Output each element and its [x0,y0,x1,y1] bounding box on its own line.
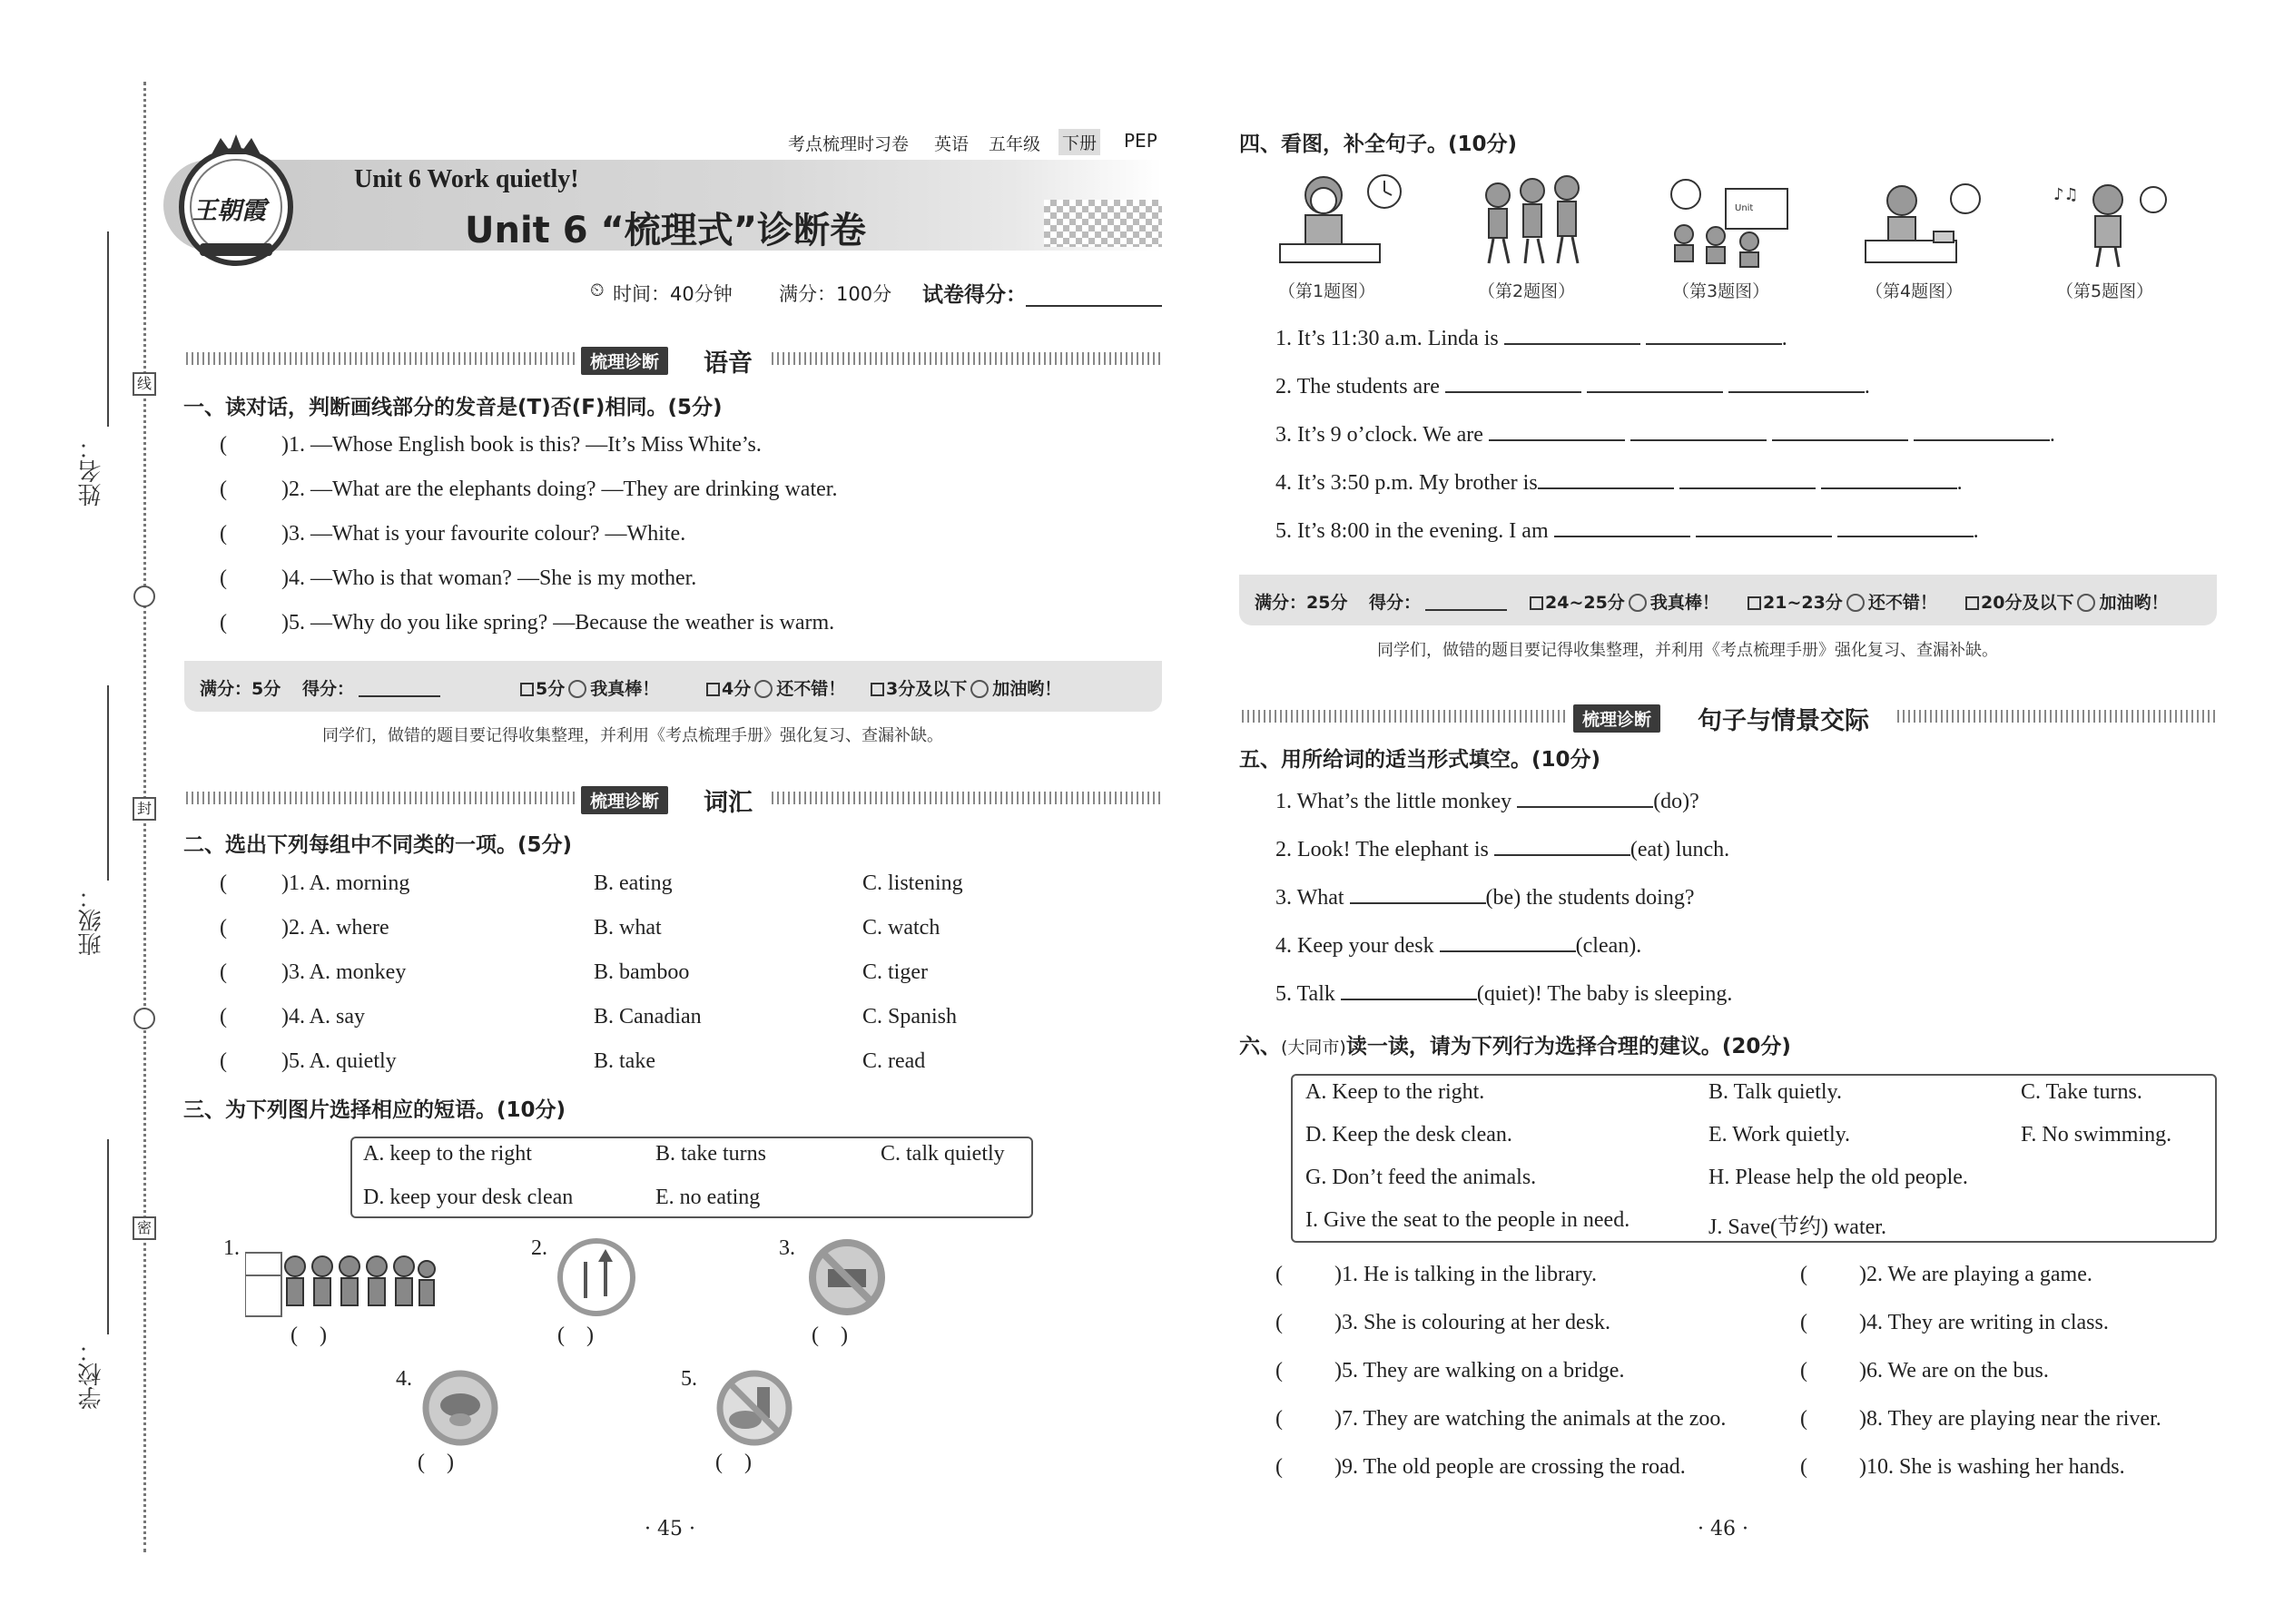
q5-blank[interactable] [1440,950,1576,952]
q2-b: B. Canadian [594,1005,702,1029]
q6-item: )1. He is talking in the library. [1334,1263,1598,1286]
q2-paren: ( [220,871,227,895]
section-divider [772,352,1162,365]
q2-b: B. bamboo [594,960,690,984]
q2-a: )2. A. where [281,916,389,940]
full-score: 满分：100分 [779,283,892,305]
q6-item: )9. The old people are crossing the road. [1334,1455,1686,1479]
q6-item: )5. They are walking on a bridge. [1334,1359,1625,1383]
q3-answer-paren[interactable]: ( ) [715,1451,752,1474]
q4-item: 1. It’s 11:30 a.m. Linda is . [1275,327,1787,350]
grade: 五年级 [989,134,1041,154]
q2-c: C. watch [862,916,940,940]
q2-c: C. Spanish [862,1005,958,1029]
q4-caption: （第5题图） [2056,281,2154,301]
q6-option: B. Talk quietly. [1708,1080,1842,1104]
q6-paren: ( [1275,1407,1283,1431]
q1-item: )4. —Who is that woman? —She is my mother. [281,566,697,590]
section-divider [1897,710,2217,723]
q1-paren: ( [220,522,227,546]
q6-paren: ( [1800,1455,1807,1479]
classroom-picture [1666,172,1793,272]
school-label: 学校： [78,1339,105,1410]
score-got-label: 得分： [302,679,355,699]
page-number-left: · 45 · [645,1518,695,1540]
svg-text:♪♫: ♪♫ [2053,185,2079,204]
q6-paren: ( [1275,1359,1283,1383]
q2-paren: ( [220,1049,227,1073]
q3-answer-paren[interactable]: ( ) [812,1324,848,1347]
q1-item: )3. —What is your favourite colour? —White. [281,522,686,546]
no-talking-sign-icon [806,1236,888,1318]
unit-subtitle: Unit 6 Work quietly! [354,165,579,193]
q5-item: 5. Talk (quiet)! The baby is sleeping. [1275,982,1733,1006]
q3-num: 1. [223,1236,240,1260]
q5-blank[interactable] [1341,999,1477,1000]
score-full: 满分：5分 [200,679,281,699]
tip-note: 同学们，做错的题目要记得收集整理，并利用《考点梳理手册》强化复习、查漏补缺。 [322,726,943,745]
q4-item: 5. It’s 8:00 in the evening. I am . [1275,519,1979,543]
q6-item: )6. We are on the bus. [1859,1359,2049,1383]
cheer-icon [2077,594,2095,612]
keep-right-sign-icon [556,1236,637,1318]
q2-title: 二、选出下列每组中不同类的一项。(5分) [183,833,573,857]
q4-item: 3. It’s 9 o’clock. We are . [1275,423,2055,447]
q2-a: )1. A. morning [281,871,410,895]
tip-note: 同学们，做错的题目要记得收集整理，并利用《考点梳理手册》强化复习、查漏补缺。 [1377,641,1998,660]
score-option-2: 4分 还不错！ [706,675,845,700]
score-option-3: 3分及以下 加油哟！ [871,675,1061,700]
q6-option: J. Save(节约) water. [1708,1216,1886,1239]
school-blank[interactable] [107,1139,109,1334]
quiet-lips-sign-icon [419,1367,501,1449]
q1-item: )5. —Why do you like spring? —Because the weather is warm. [281,611,835,635]
smile-icon [1846,594,1865,612]
clock-icon: ⏲ [590,279,605,300]
score-bar [1239,575,2217,625]
q6-item: )4. They are writing in class. [1859,1311,2109,1334]
q2-b: B. take [594,1049,655,1073]
seal-mark-line: 线 [133,372,156,396]
q3-num: 2. [531,1236,547,1260]
q5-item: 3. What (be) the students doing? [1275,886,1695,910]
class-blank[interactable] [107,685,109,881]
score-got-blank[interactable] [1425,589,1507,611]
q1-title: 一、读对话，判断画线部分的发音是(T)否(F)相同。(5分) [183,396,723,419]
score-option-2: 21~23分 还不错！ [1748,589,1937,614]
q4-item: 2. The students are . [1275,375,1870,399]
q6-option: A. Keep to the right. [1305,1080,1485,1104]
q4-item: 4. It’s 3:50 p.m. My brother is . [1275,471,1963,495]
q6-option: D. Keep the desk clean. [1305,1123,1512,1147]
q4-caption: （第3题图） [1672,281,1770,301]
q5-item: 4. Keep your desk (clean). [1275,934,1642,958]
q2-paren: ( [220,1005,227,1029]
logo-text: 王朝霞 [192,197,266,225]
q6-title: 六、(大同市)读一读，请为下列行为选择合理的建议。(20分) [1239,1035,1791,1058]
q4-caption: （第4题图） [1866,281,1964,301]
q3-num: 5. [681,1367,697,1391]
q5-item: 1. What’s the little monkey (do)? [1275,790,1699,813]
seal-mark-secret: 密 [133,1216,156,1240]
name-blank[interactable] [107,231,109,427]
q2-b: B. what [594,916,662,940]
name-label: 姓名： [78,436,105,507]
q3-title: 三、为下列图片选择相应的短语。(10分) [183,1098,566,1122]
q1-paren: ( [220,566,227,590]
q3-answer-paren[interactable]: ( ) [290,1324,327,1347]
score-option-1: 24~25分 我真棒！ [1530,589,1719,614]
q6-option: H. Please help the old people. [1708,1166,1968,1189]
q3-answer-paren[interactable]: ( ) [557,1324,594,1347]
seal-circle-icon [133,1008,155,1029]
score-label: 试卷得分： [922,283,1027,307]
q6-paren: ( [1800,1311,1807,1334]
time-limit: 时间：40分钟 [613,283,733,305]
q6-paren: ( [1275,1263,1283,1286]
q1-item: )1. —Whose English book is this? —It’s Miss White’s. [281,433,762,457]
score-bar [184,661,1162,712]
section-title-sentences: 句子与情景交际 [1698,707,1869,735]
smile-icon [754,680,773,698]
q6-paren: ( [1800,1359,1807,1383]
q6-item: )10. She is washing her hands. [1859,1455,2125,1479]
q5-blank[interactable] [1494,854,1630,856]
score-option-3: 20分及以下 加油哟！ [1965,589,2168,614]
q3-option-e: E. no eating [655,1186,761,1209]
score-got-blank[interactable] [359,675,440,697]
q6-paren: ( [1800,1407,1807,1431]
edition: PEP [1124,130,1157,152]
q4-caption: （第2题图） [1478,281,1576,301]
cheer-icon [970,680,989,698]
q6-item: )3. She is colouring at her desk. [1334,1311,1610,1334]
q1-paren: ( [220,611,227,635]
linda-drawing-picture [1271,168,1416,272]
students-dancing-picture [1471,168,1598,272]
q6-option: C. Take turns. [2021,1080,2142,1104]
q6-item: )2. We are playing a game. [1859,1263,2092,1286]
brother-reading-picture [1861,177,1984,272]
q2-c: C. tiger [862,960,928,984]
q3-option-d: D. keep your desk clean [363,1186,574,1209]
section-divider [772,792,1162,804]
queue-children-picture [245,1244,436,1325]
q2-b: B. eating [594,871,673,895]
smile-icon [1629,594,1647,612]
q2-paren: ( [220,916,227,940]
q3-num: 4. [396,1367,412,1391]
section-title-phonics: 语音 [704,349,753,378]
q6-item: )7. They are watching the animals at the zoo. [1334,1407,1727,1431]
q4-caption: （第1题图） [1278,281,1376,301]
seal-circle-icon [133,586,155,607]
q2-a: )4. A. say [281,1005,365,1029]
q6-paren: ( [1800,1263,1807,1286]
q6-option: E. Work quietly. [1708,1123,1851,1147]
girl-singing-picture [2052,172,2170,272]
q3-num: 3. [779,1236,795,1260]
section-badge: 梳理诊断 [581,786,668,814]
section-divider [1242,710,1569,723]
section-badge: 梳理诊断 [581,347,668,375]
section-title-vocab: 词汇 [704,789,753,817]
q2-c: C. listening [862,871,963,895]
score-got-label: 得分： [1369,593,1422,613]
svg-text:Unit: Unit [1735,203,1754,213]
seal-mark-seal: 封 [133,797,156,821]
q2-c: C. read [862,1049,926,1073]
checker-decoration [1044,200,1162,247]
q1-item: )2. —What are the elephants doing? —They are drinking water. [281,477,838,501]
q4-title: 四、看图，补全句子。(10分) [1239,133,1518,156]
q6-option: I. Give the seat to the people in need. [1305,1208,1630,1232]
q2-a: )3. A. monkey [281,960,407,984]
q2-paren: ( [220,960,227,984]
q5-title: 五、用所给词的适当形式填空。(10分) [1239,748,1601,772]
score-option-1: 5分 我真棒！ [520,675,659,700]
smile-icon [568,680,586,698]
score-full: 满分：25分 [1255,593,1348,613]
score-blank[interactable] [1026,305,1162,307]
q2-a: )5. A. quietly [281,1049,397,1073]
section-badge: 梳理诊断 [1573,704,1660,733]
class-label: 班级： [78,885,105,956]
q6-paren: ( [1275,1311,1283,1334]
page-number-right: · 46 · [1698,1518,1748,1540]
q3-option-c: C. talk quietly [881,1142,1005,1166]
q3-answer-paren[interactable]: ( ) [418,1451,454,1474]
q5-blank[interactable] [1350,902,1486,904]
q1-paren: ( [220,477,227,501]
subject: 英语 [934,134,970,154]
section-divider [186,352,576,365]
q6-item: )8. They are playing near the river. [1859,1407,2161,1431]
q1-paren: ( [220,433,227,457]
q3-option-b: B. take turns [655,1142,766,1166]
q5-blank[interactable] [1517,806,1653,808]
q6-option: G. Don’t feed the animals. [1305,1166,1537,1189]
q6-paren: ( [1275,1455,1283,1479]
no-eating-sign-icon [714,1367,795,1449]
page-title: Unit 6 “梳理式”诊断卷 [465,210,867,251]
q6-option: F. No swimming. [2021,1123,2172,1147]
q3-option-a: A. keep to the right [363,1142,532,1166]
volume: 下册 [1058,129,1100,155]
series-name: 考点梳理时习卷 [788,134,910,154]
section-divider [186,792,576,804]
q5-item: 2. Look! The elephant is (eat) lunch. [1275,838,1730,861]
